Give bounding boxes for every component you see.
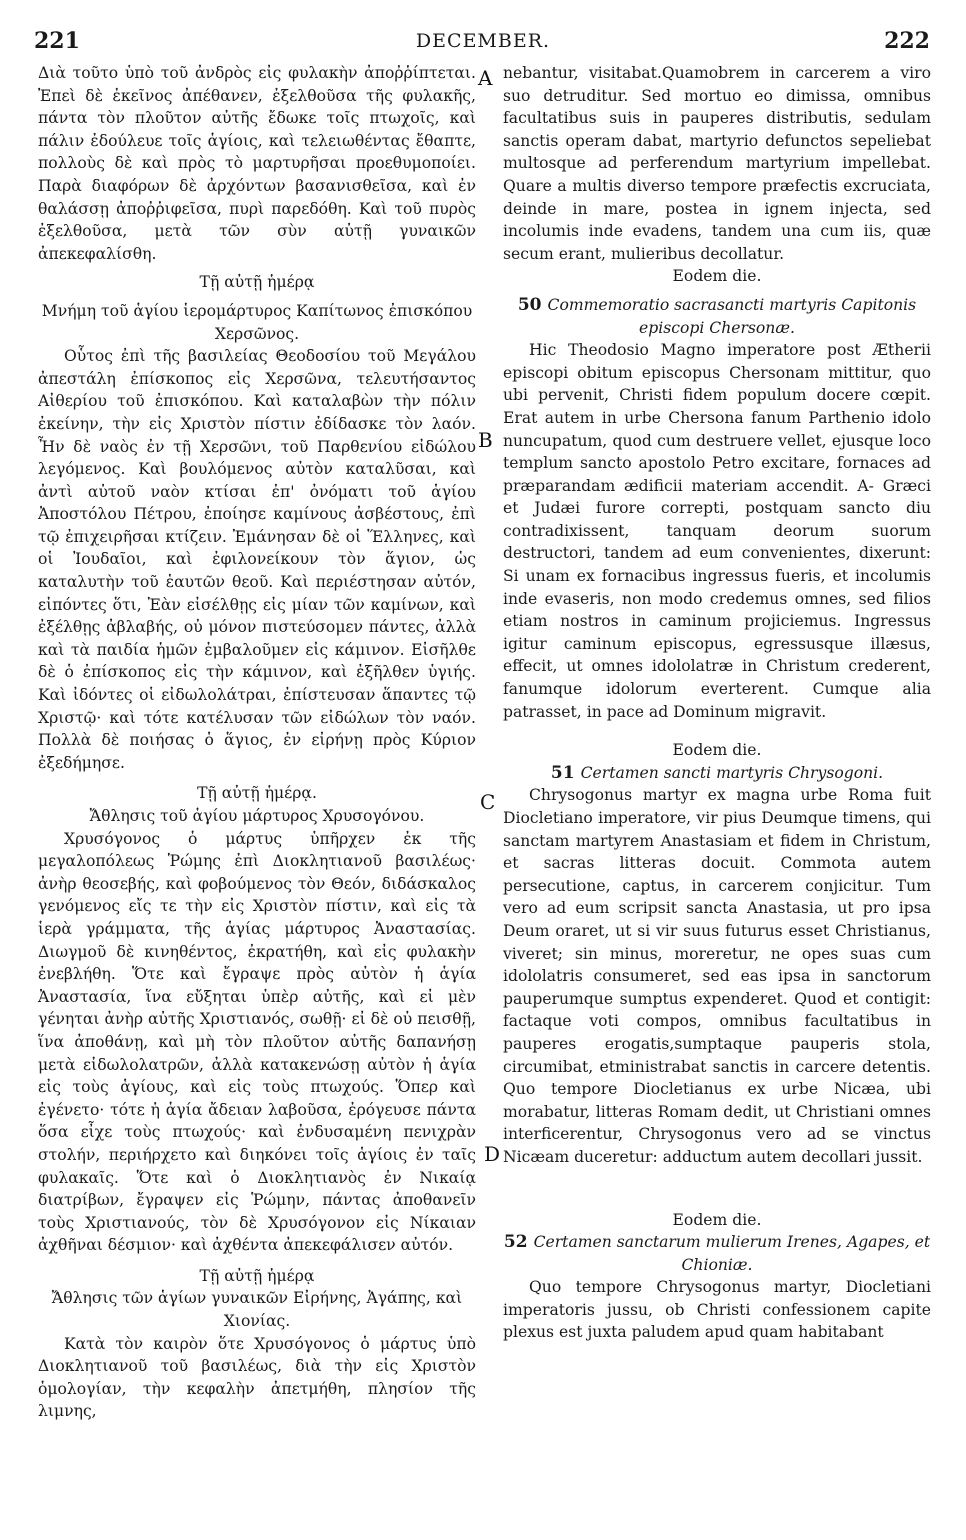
margin-letter-c: C	[480, 790, 496, 814]
greek-title-irene: Ἄθλησις τῶν ἁγίων γυναικῶν Εἰρήνης, Ἀγάπης, καὶ Χιονίας.	[51, 1289, 463, 1331]
latin-column	[503, 62, 931, 1344]
latin-title-capito-text: Commemoratio sacrasancti martyris Capitonis episcopi Chersonæ.	[547, 295, 917, 337]
greek-text-irene: Κατὰ τὸν καιρὸν ὅτε Χρυσόγονος ὁ μάρτυς ὑπὸ Διοκλητιανοῦ τοῦ βασιλέως, διὰ τὴν εἰς Χριστὸν ὁμολογίαν, τὴν κεφαλὴν ἀπετμήθη, πλησίον τῆς λιμνης,	[38, 1334, 476, 1421]
section-number-50: 50	[517, 294, 542, 315]
greek-heading-day-2: Τῇ αὐτῇ ἡμέρᾳ.	[197, 784, 317, 803]
greek-text-capito: Οὗτος ἐπὶ τῆς βασιλείας Θεοδοσίου τοῦ Μεγάλου ἀπεστάλη ἐπίσκοπος εἰς Χερσῶνα, τελευτήσαντος Αἰθερίου τοῦ ἐπισκόπου. Καὶ καταλαβὼν τὴν πόλιν ἐκείνην, τὴν εἰς Χριστὸν πίστιν ἐδίδασκε τὸν λαόν. Ἦν δὲ ναὸς ἐν τῇ Χερσῶνι, τοῦ Παρθενίου εἰδώλου λεγόμενος. Καὶ βουλόμενος αὐτὸν καταλῦσαι, καὶ ἀντὶ αὐτοῦ ναὸν κτίσαι ἐπ' ὀνόματι τοῦ ἁγίου Ἀποστόλου Πέτρου, ἐποίησε καμίνους ἀσβέστους, ἐπὶ τῷ ἐπιχειρῆσαι κτίζειν. Ἐμάνησαν δὲ οἱ Ἕλληνες, καὶ οἱ Ἰουδαῖοι, καὶ ἐφιλονείκουν τὸν ἅγιον, ὡς καταλυτὴν τοῦ ἑαυτῶν θεοῦ. Καὶ περιέστησαν αὐτόν, εἰπόντες ὅτι, Ἐὰν εἰσέλθῃς εἰς μίαν τῶν καμίνων, καὶ ἐξέλθῃς ἀβλαβής, οὐ μόνον πιστεύσομεν πάντες, ἀλλὰ καὶ τὰ παιδία ἡμῶν ἐμβαλοῦμεν εἰς κάμινον. Εἰσῆλθε δὲ ὁ ἐπίσκοπος εἰς τὴν κάμινον, καὶ ἐξῆλθεν ὑγιής. Καὶ ἰδόντες οἱ εἰδωλολάτραι, ἐπίστευσαν ἅπαντες τῷ Χριστῷ· καὶ τότε κατέλυσαν τῶν εἰδώλων τὸν ναόν. Πολλὰ δὲ ποιήσας ὁ ἅγιος, ἐν εἰρήνῃ πρὸς Κύριον ἐξεδήμησε.	[38, 347, 476, 772]
latin-intro: nebantur, visitabat.Quamobrem in carcerem a viro suo detruditur. Sed mortuo eo dimissa, omnibus facultatibus suis in pauperes distributis, sedulam sanctis operam dabat, martyrio defunctos sepeliebat multosque ad perferendum martyrium impellebat. Quare a multis diverso tempore præfectis excruciata, deinde in mare, postea in ignem injecta, sed incolumis inde evadens, tandem una cum iis, quæ secum erant, mulieribus decollatur.	[503, 64, 931, 263]
latin-title-chrysogonus	[503, 762, 931, 785]
latin-text-capito: Hic Theodosio Magno imperatore post Ætherii episcopi obitum episcopus Chersonam mittitur, quo ubi pervenit, Christi fidem populum docere cœpit. Erat autem in urbe Chersona fanum Parthenio idolo nuncupatum, quod cum destruere vellet, ejusque loco templum sancto apostolo Petro excitare, fornaces ad præparandam ædificii materiam accendit. A- Græci et Judæi furore correpti, postquam sancto diu contradixissent, tanquam deorum suorum destructori, tandem ad eum convenientes, dixerunt: Si unam ex fornacibus ingressus fueris, et incolumis inde evaseris, non modo credemus omnes, sed filios etiam nostros in caminum projiciemus. Ingressus igitur caminum episcopus, egressusque illæsus, effecit, ut omnes idololatræ in Christum crederent, fanumque idolorum everterent. Cumque alia patrasset, in pace ad Dominum migravit.	[503, 341, 931, 721]
greek-text-chrysogonus: Χρυσόγονος ὁ μάρτυς ὑπῆρχεν ἐκ τῆς μεγαλοπόλεως Ῥώμης ἐπὶ Διοκλητιανοῦ βασιλέως· ἀνὴρ θεοσεβής, καὶ φοβούμενος τὸν Θεόν, διδάσκαλος γενόμενος εἴς τε τὴν εἰς Χριστὸν πίστιν, καὶ εἰς τὰ ἱερὰ γράμματα, τῆς ἁγίας μάρτυρος Ἀναστασίας. Διωγμοῦ δὲ κινηθέντος, ἐκρατήθη, καὶ εἰς φυλακὴν ἐνεβλήθη. Ὅτε καὶ ἔγραψε πρὸς αὐτὸν ἡ ἁγία Ἀναστασία, ἵνα εὔξηται ὑπὲρ αὐτῆς, καὶ εἰ μὲν γένηται ἀνὴρ αὐτῆς Χριστιανός, σωθῇ· εἰ δὲ οὐ πεισθῇ, ἵνα ἀποθάνῃ, καὶ μὴ τὸν πλοῦτον αὐτῆς δαπανήσῃ μετὰ εἰδωλολατρῶν, ἀλλὰ κατακενώσῃ αὐτὸν ἡ ἁγία εἰς τοὺς ἁγίους, καὶ εἰς τοὺς πτωχούς. Ὅπερ καὶ ἐγένετο· τότε ἡ ἁγία ἄδειαν λαβοῦσα, ἐρόγευσε πάντα ὅσα εἶχε τοὺς πτωχούς· καὶ ἐνδυσαμένη πενιχρὰν στολήν, περιήρχετο καὶ διηκόνει τοῖς ἁγίοις ἐν ταῖς φυλακαῖς. Ὅτε καὶ ὁ Διοκλητιανὸς ἐν Νικαίᾳ διατρίβων, ἔγραψεν εἰς Ῥώμην, πάντας ἀποθανεῖν τοὺς Χριστιανούς, τὸν δὲ Χρυσόγονον εἰς Νίκαιαν ἀχθῆναι δέσμιον· καὶ ἀχθέντα ἀπεκεφάλισεν αὐτόν.	[38, 829, 476, 1255]
greek-title-capito: Μνήμη τοῦ ἁγίου ἱερομάρτυρος Καπίτωνος ἐπισκόπου Χερσῶνος.	[41, 301, 473, 343]
latin-title-chrysogonus-text: Certamen sancti martyris Chrysogoni.	[580, 763, 884, 782]
page-number-left: 221	[34, 28, 80, 54]
section-number-52: 52	[503, 1232, 528, 1253]
greek-intro: Διὰ τοῦτο ὑπὸ τοῦ ἀνδρὸς εἰς φυλακὴν ἀποῤῥίπτεται. Ἐπεὶ δὲ ἐκεῖνος ἀπέθανεν, ἐξελθοῦσα τῆς φυλακῆς, πάντα τὸν πλοῦτον αὐτῆς ἔδωκε τοῖς πτωχοῖς, καὶ πάλιν ἐδούλευε τοῖς ἁγίοις, καὶ τελειωθέντας ἔθαπτε, πολλοὺς δὲ καὶ πρὸς τὸ μαρτυρῆσαι προεθυμοποίει. Παρὰ διαφόρων δὲ ἀρχόντων βασανισθεῖσα, καὶ ἐν θαλάσσῃ ἀποῤῥιφεῖσα, πυρὶ παρεδόθη. Καὶ τοῦ πυρὸς ἐξελθοῦσα, μετὰ τῶν σὺν αὐτῇ γυναικῶν ἀπεκεφαλίσθη.	[38, 64, 476, 263]
latin-text-irene: Quo tempore Chrysogonus martyr, Diocletiani imperatoris jussu, ob Christi confessionem capite plexus est juxta paludem apud quam habitabant	[503, 1278, 931, 1342]
section-number-51: 51	[550, 762, 575, 783]
page-number-right: 222	[884, 28, 930, 54]
latin-heading-day-2: Eodem die.	[672, 741, 762, 760]
latin-text-chrysogonus: Chrysogonus martyr ex magna urbe Roma fuit Diocletiano imperatore, vir pius Deumque timens, qui sanctam martyrem Anastasiam et fidem in Christum, et sacras litteras docuit. Commota autem persecutione, captus, in carcerem conjicitur. Tum vero ad eum scripsit sancta Anastasia, ut pro ipsa Deum oraret, ut si vir suus futurus esset Christianus, viveret; sin minus, moreretur, ne opes suas cum idololatris consumeret, sed eas ipsa in sanctorum pauperumque sumptus expenderet. Quod et contigit: factaque voti compos, omnibus facultatibus in pauperes erogatis,sumptaque pauperis stola, circumibat, etministrabat sanctis in carcere detentis. Quo tempore Diocletianus ex urbe Nicæa, ubi morabatur, litteras Romam dedit, ut Christiani omnes interficerentur, Chrysogonus vero ad se vinctus Nicæam duceretur: adductum autem decollari jussit.	[503, 786, 931, 1166]
margin-letter-d: D	[484, 1142, 501, 1166]
greek-title-chrysogonus: Ἄθλησις τοῦ ἁγίου μάρτυρος Χρυσογόνου.	[89, 807, 425, 825]
latin-heading-day-1: Eodem die.	[672, 267, 762, 286]
greek-heading-day-1: Τῇ αὐτῇ ἡμέρᾳ	[199, 273, 315, 292]
greek-heading-day-3: Τῇ αὐτῇ ἡμέρᾳ	[199, 1266, 315, 1285]
latin-title-irene-text: Certamen sanctarum mulierum Irenes, Agapes, et Chioniæ.	[533, 1233, 931, 1274]
latin-title-irene	[503, 1231, 931, 1276]
greek-column	[38, 62, 476, 1423]
margin-letter-b: B	[478, 428, 493, 452]
latin-heading-day-3: Eodem die.	[672, 1210, 762, 1229]
latin-title-capito	[503, 294, 931, 339]
margin-letter-a: A	[478, 66, 493, 90]
running-head: DECEMBER.	[415, 30, 551, 52]
